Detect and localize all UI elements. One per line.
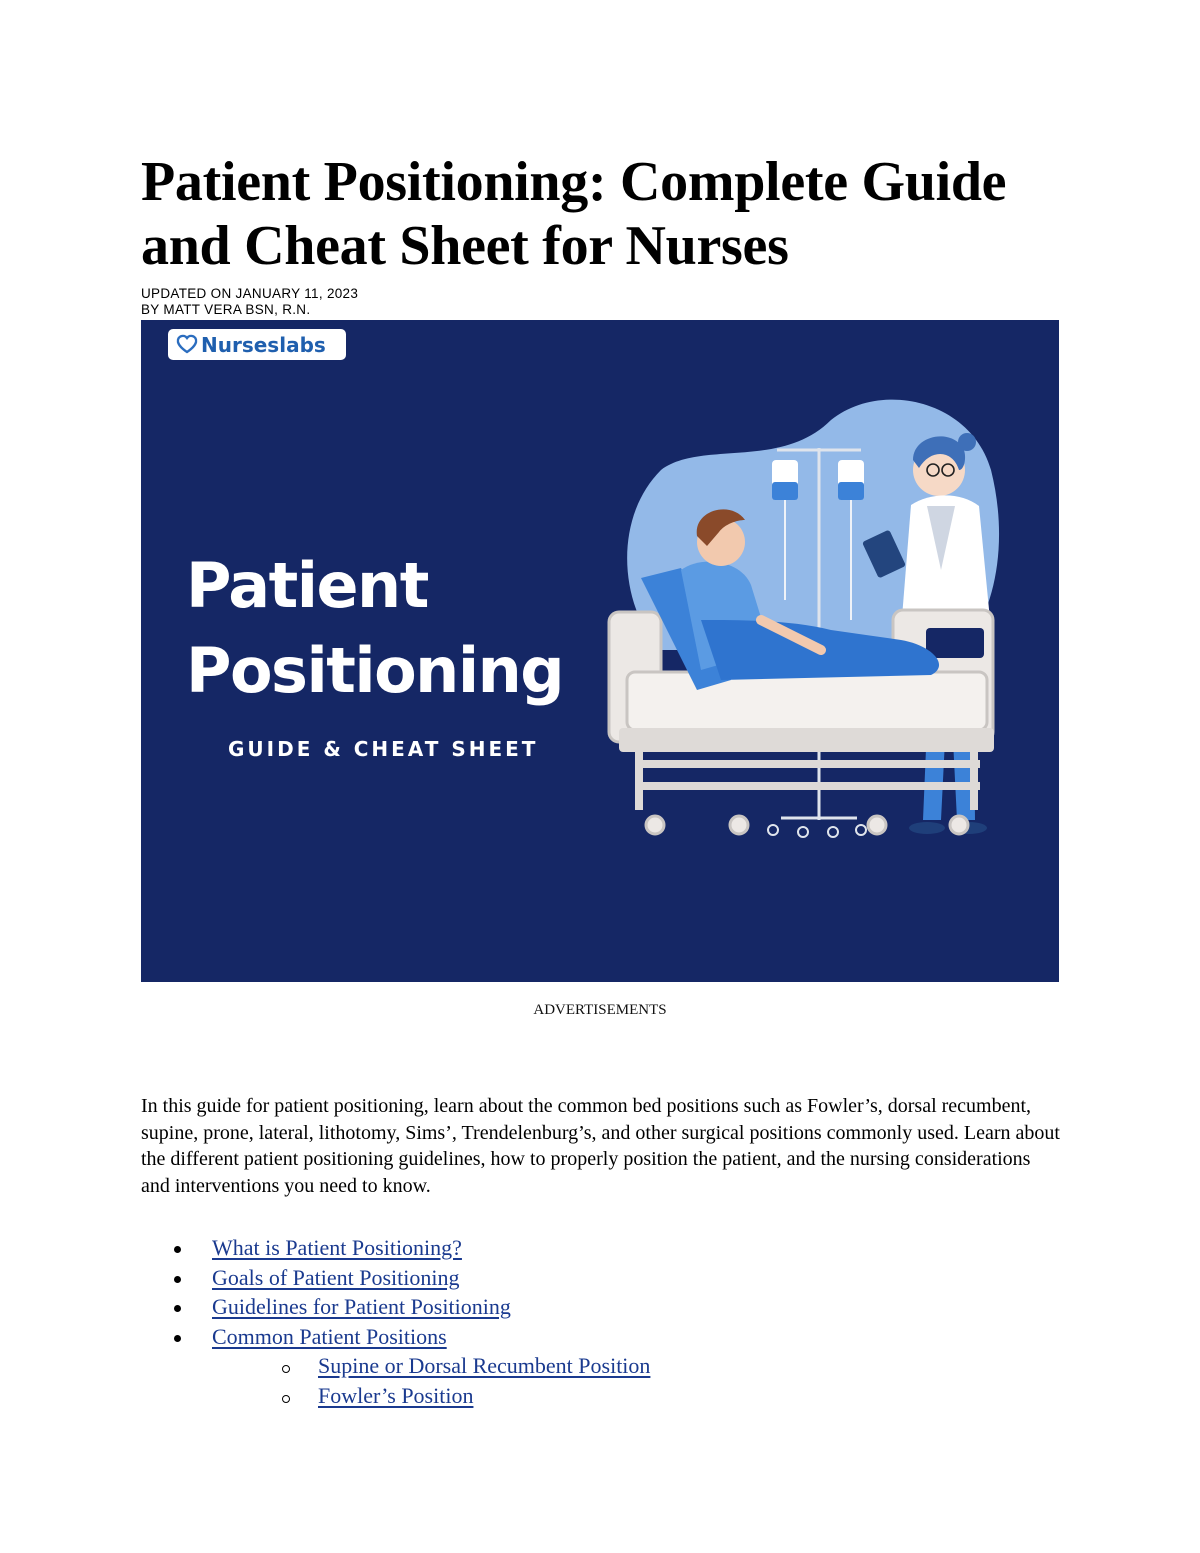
hero-heading-line1: Patient <box>186 549 428 622</box>
nurse-patient-illustration <box>609 400 999 837</box>
hero-heading-line2: Positioning <box>186 634 564 707</box>
toc-link-common-positions[interactable]: Common Patient Positions <box>212 1323 447 1349</box>
ads-label: ADVERTISEMENTS <box>533 1002 667 1018</box>
bullet-icon <box>174 1246 181 1253</box>
toc-link-guidelines[interactable]: Guidelines for Patient Positioning <box>212 1294 511 1320</box>
toc-link-fowlers[interactable]: Fowler’s Position <box>318 1382 474 1408</box>
circle-bullet-icon <box>282 1395 290 1403</box>
hero-image <box>141 320 1059 982</box>
circle-bullet-icon <box>282 1365 290 1373</box>
bullet-icon <box>174 1276 181 1283</box>
nurseslabs-logo <box>168 329 346 360</box>
toc-item <box>141 1263 650 1293</box>
toc-link-what-is[interactable]: What is Patient Positioning? <box>212 1235 462 1260</box>
bullet-icon <box>174 1305 181 1312</box>
toc-link-supine[interactable]: Supine or Dorsal Recumbent Position <box>318 1353 651 1379</box>
table-of-contents <box>141 1233 650 1411</box>
toc-subitem <box>141 1381 650 1411</box>
toc-subitem <box>141 1351 650 1381</box>
toc-link-goals[interactable]: Goals of Patient Positioning <box>212 1264 460 1290</box>
hero-illustration <box>141 320 1059 982</box>
intro-paragraph: In this guide for patient positioning, learn about the common bed positions such as Fowler’s, dorsal recumbent, supine, prone, lateral, lithotomy, Sims’, Trendelenburg’s, and other surgical positions commonly used. Learn about the different patient positioning guidelines, how to properly position the patient, and the nursing considerations and interventions you need to know. <box>141 1095 1060 1197</box>
page-title: Patient Positioning: Complete Guide and Cheat Sheet for Nurses <box>141 151 1007 277</box>
toc-item <box>141 1292 650 1322</box>
author-byline: BY MATT VERA BSN, R.N. <box>141 302 311 317</box>
bullet-icon <box>174 1335 181 1342</box>
updated-date: UPDATED ON JANUARY 11, 2023 <box>141 286 359 301</box>
logo-text: Nurseslabs <box>201 333 326 357</box>
toc-item <box>141 1233 650 1263</box>
hero-subheading: GUIDE & CHEAT SHEET <box>228 737 539 761</box>
toc-item <box>141 1322 650 1352</box>
